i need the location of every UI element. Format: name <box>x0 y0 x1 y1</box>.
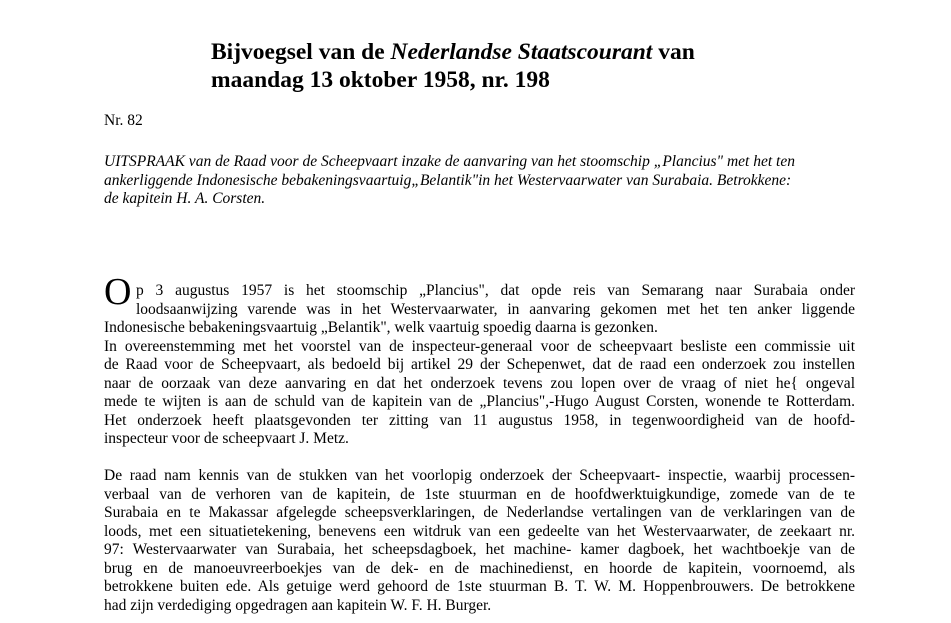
paragraph-line: betrokkene buiten ede. Als getuige werd gehoord de 1ste stuurman B. T. W. M. Hoppenbrouwers. De betrokkene <box>104 578 855 595</box>
page-title <box>211 38 851 94</box>
paragraph-line: naar de oorzaak van deze aanvaring en dat het onderzoek tevens zou lopen over de vraag of niet he{ ongeval <box>104 374 855 392</box>
summary-line: UITSPRAAK van de Raad voor de Scheepvaart inzake de aanvaring van het stoomschip „Plancius" met het ten <box>104 153 795 170</box>
paragraph-line: Surabaia en te Makassar afgelegde scheepsverklaringen, de Nederlandse vertalingen van de verklaringen van de <box>104 504 855 521</box>
paragraph-2 <box>104 467 855 615</box>
paragraph-line: loodsaanwijzing varende was in het Westervaarwater, in aanvaring gekomen met het ten anker liggende <box>136 300 855 318</box>
issue-number: Nr. 82 <box>104 112 143 129</box>
title-line-2: maandag 13 oktober 1958, nr. 198 <box>211 67 550 93</box>
title-text-start: Bijvoegsel van de <box>211 39 391 65</box>
summary-line: de kapitein H. A. Corsten. <box>104 190 266 207</box>
title-text-end: van <box>652 39 695 65</box>
paragraph-1 <box>104 282 855 449</box>
paragraph-line: brug en de manoeuvreerboekjes van de dek- en de machinedienst, en hoorde de kapitein, voornoemd, als <box>104 559 855 577</box>
paragraph-line: loods, met een situatietekening, benevens een witdruk van een gedeelte van het Westervaarwater, de zeekaart nr. <box>104 522 855 540</box>
title-line-1 <box>211 38 851 66</box>
drop-cap: O <box>104 271 132 313</box>
paragraph-line: verbaal van de verhoren van de kapitein, de 1ste stuurman en de hoofdwerktuigkundige, zomede van de te <box>104 485 855 503</box>
title-publication-name: Nederlandse Staatscourant <box>390 39 653 65</box>
paragraph-line: Indonesische bebakeningsvaartuig „Belantik", welk vaartuig spoedig daarna is gezonken. <box>104 319 658 336</box>
paragraph-line: p 3 augustus 1957 is het stoomschip „Plancius", dat opde reis van Semarang naar Surabaia onder <box>136 282 855 299</box>
paragraph-line: mede te wijten is aan de schuld van de kapitein van de „Plancius",-Hugo August Corsten, wonende te Rotterdam. <box>104 393 855 410</box>
paragraph-line: De raad nam kennis van de stukken van het voorlopig onderzoek der Scheepvaart- inspectie, waarbij processen- <box>104 467 855 484</box>
summary-line: ankerliggende Indonesische bebakeningsvaartuig„Belantik"in het Westervaarwater van Surabaia. Betrokkene: <box>104 171 792 189</box>
paragraph-line: 97: Westervaarwater van Surabaia, het scheepsdagboek, het machine- kamer dagboek, het wachtboekje van de <box>104 541 855 558</box>
paragraph-line: had zijn verdediging opgedragen aan kapitein W. F. H. Burger. <box>104 596 492 614</box>
paragraph-line: inspecteur voor de scheepvaart J. Metz. <box>104 430 349 447</box>
paragraph-line: de Raad voor de Scheepvaart, als bedoeld bij artikel 29 der Schepenwet, dat de raad een onderzoek zou instellen <box>104 356 855 373</box>
paragraph-line: Het onderzoek heeft plaatsgevonden ter zitting van 11 augustus 1958, in tegenwoordigheid van de hoofd- <box>104 411 855 429</box>
paragraph-line: In overeenstemming met het voorstel van de inspecteur-generaal voor de scheepvaart besliste een commissie uit <box>104 337 855 355</box>
ruling-summary <box>104 153 864 209</box>
